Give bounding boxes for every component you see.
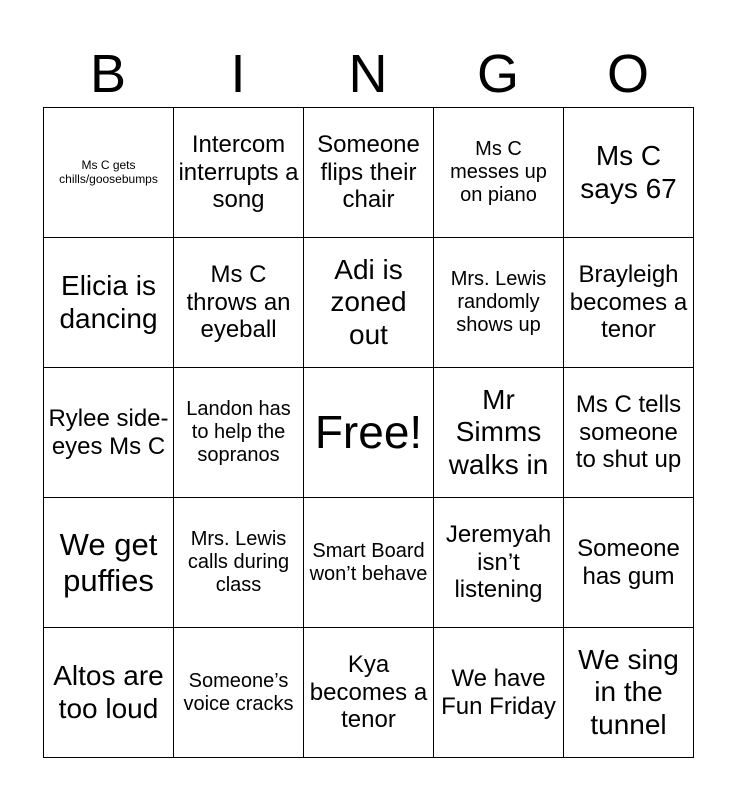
bingo-cell-r1c3[interactable]: Someone flips their chair: [304, 108, 434, 238]
bingo-header: [43, 40, 693, 108]
board-row-3: [44, 368, 694, 498]
bingo-cell-r5c1[interactable]: Altos are too loud: [44, 628, 174, 758]
bingo-cell-r5c3[interactable]: Kya becomes a tenor: [304, 628, 434, 758]
bingo-cell-r2c2[interactable]: Ms C throws an eyeball: [174, 238, 304, 368]
bingo-cell-r4c4[interactable]: Jeremyah isn’t listening: [434, 498, 564, 628]
bingo-cell-r2c1[interactable]: Elicia is dancing: [44, 238, 174, 368]
bingo-board: [43, 107, 694, 758]
board-row-5: [44, 628, 694, 758]
board-row-1: [44, 108, 694, 238]
bingo-cell-r1c5[interactable]: Ms C says 67: [564, 108, 694, 238]
bingo-cell-r5c2[interactable]: Someone’s voice cracks: [174, 628, 304, 758]
bingo-cell-free[interactable]: Free!: [304, 368, 434, 498]
bingo-cell-r2c5[interactable]: Brayleigh becomes a tenor: [564, 238, 694, 368]
bingo-cell-r2c3[interactable]: Adi is zoned out: [304, 238, 434, 368]
bingo-cell-r4c5[interactable]: Someone has gum: [564, 498, 694, 628]
bingo-cell-r3c4[interactable]: Mr Simms walks in: [434, 368, 564, 498]
header-letter-i: I: [230, 44, 246, 104]
header-letter-o: O: [606, 44, 649, 104]
bingo-cell-r1c4[interactable]: Ms C messes up on piano: [434, 108, 564, 238]
header-letter-g: G: [476, 44, 519, 104]
header-letter-n: N: [348, 44, 388, 104]
bingo-cell-r1c2[interactable]: Intercom interrupts a song: [174, 108, 304, 238]
bingo-cell-r3c1[interactable]: Rylee side-eyes Ms C: [44, 368, 174, 498]
bingo-cell-r2c4[interactable]: Mrs. Lewis randomly shows up: [434, 238, 564, 368]
board-row-4: [44, 498, 694, 628]
header-letter-b: B: [89, 44, 127, 104]
bingo-cell-r3c2[interactable]: Landon has to help the sopranos: [174, 368, 304, 498]
bingo-cell-r4c1[interactable]: We get puffies: [44, 498, 174, 628]
bingo-cell-r4c2[interactable]: Mrs. Lewis calls during class: [174, 498, 304, 628]
bingo-cell-r3c5[interactable]: Ms C tells someone to shut up: [564, 368, 694, 498]
board-row-2: [44, 238, 694, 368]
bingo-cell-r5c4[interactable]: We have Fun Friday: [434, 628, 564, 758]
bingo-cell-r1c1[interactable]: Ms C gets chills/goosebumps: [44, 108, 174, 238]
bingo-cell-r5c5[interactable]: We sing in the tunnel: [564, 628, 694, 758]
bingo-cell-r4c3[interactable]: Smart Board won’t behave: [304, 498, 434, 628]
